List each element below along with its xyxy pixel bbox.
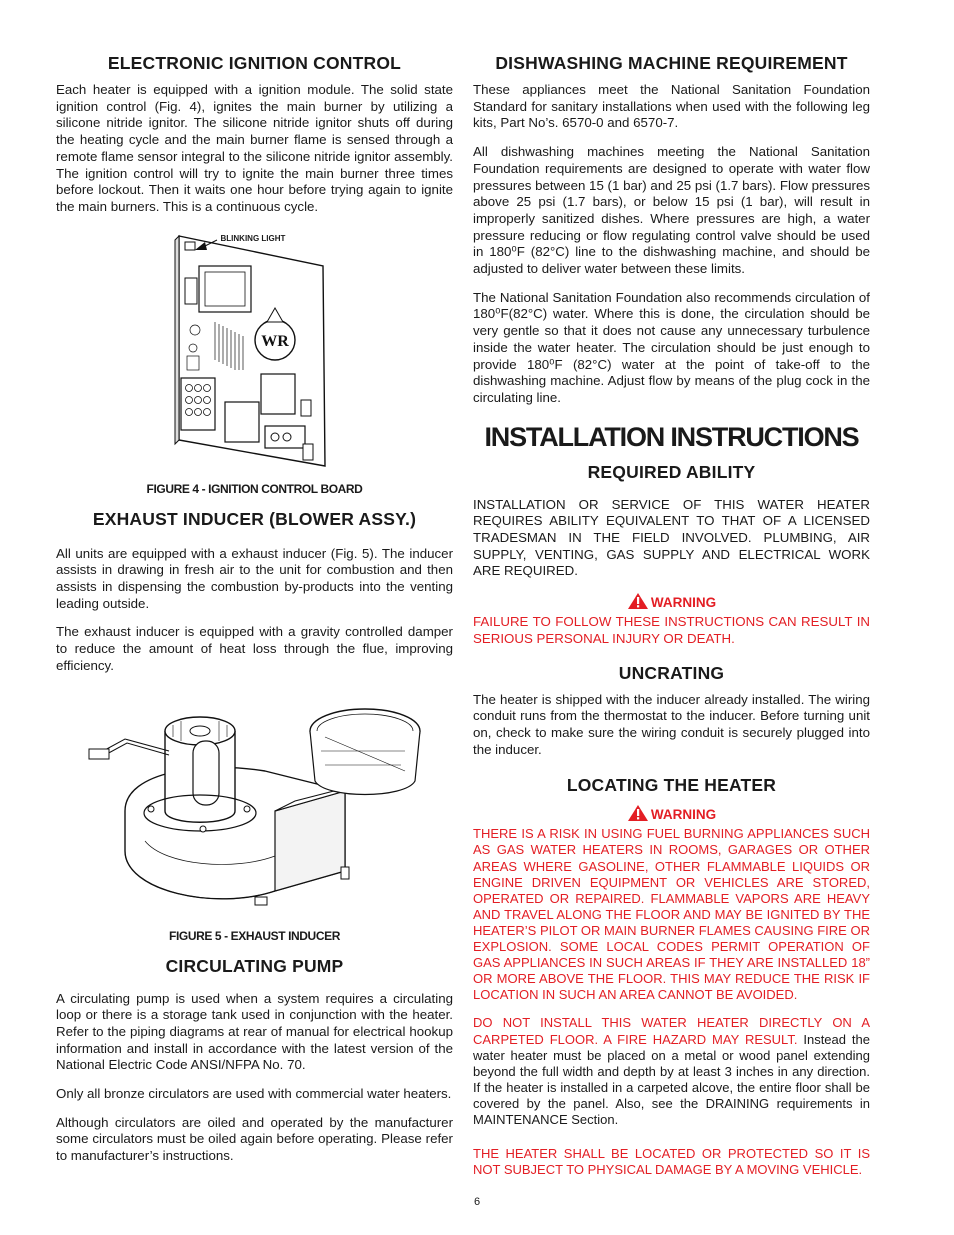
blinking-light-label: BLINKING LIGHT bbox=[220, 233, 286, 243]
ability-warning-header bbox=[473, 592, 870, 612]
ability-warning-text: FAILURE TO FOLLOW THESE INSTRUCTIONS CAN RESULT IN SERIOUS PERSONAL INJURY OR DEATH. bbox=[473, 614, 870, 646]
uncrating-heading: UNCRATING bbox=[618, 662, 725, 683]
carpet-paragraph bbox=[473, 1015, 870, 1128]
required-ability-heading: REQUIRED ABILITY bbox=[587, 461, 756, 482]
figure-5-caption: FIGURE 5 - EXHAUST INDUCER bbox=[169, 928, 340, 943]
right-column bbox=[473, 52, 870, 1190]
locating-warning-text: THERE IS A RISK IN USING FUEL BURNING APPLIANCES SUCH AS GAS WATER HEATERS IN ROOMS, GARAGES OR OTHER AREAS WHERE GASOLINE, OTHER FLAMMABLE LIQUIDS OR ENGINE DRIVEN EQUIPMENT OR VEHICLES ARE STORED, OPERATED OR REPAIRED. FLAMMABLE VAPORS ARE HEAVY AND TRAVEL ALONG THE FLOOR AND MAY BE IGNITED BY THE HEATER’S PILOT OR MAIN BURNER FLAMES CAUSING FIRE OR EXPLOSION. SOME LOCAL CODES PERMIT OPERATION OF GAS APPLIANCES IN SUCH AREAS IF THEY ARE INSTALLED 18” OR MORE ABOVE THE FLOOR. THIS MAY REDUCE THE RISK IF LOCATION IN SUCH AN AREA CANNOT BE AVOIDED. bbox=[473, 826, 870, 1003]
locating-heading: LOCATING THE HEATER bbox=[566, 775, 777, 796]
pump-paragraph-3: Although circulators are oiled and operated by the manufacturer some circulators must be oiled again before operating. Please refer to manufacturer’s instructions. bbox=[56, 1114, 453, 1164]
locating-warning-label: WARNING bbox=[650, 807, 717, 823]
warning-triangle-icon bbox=[627, 804, 649, 822]
locating-warning-header bbox=[473, 804, 870, 824]
pump-heading: CIRCULATING PUMP bbox=[165, 955, 344, 976]
inducer-heading: EXHAUST INDUCER (BLOWER ASSY.) bbox=[92, 508, 417, 529]
inducer-paragraph-1: All units are equipped with a exhaust inducer (Fig. 5). The inducer assists in drawing in fresh air to the unit for combustion and then assists in dispensing the combustion by-products into the venting leading outside. bbox=[56, 545, 453, 611]
vehicle-warning-text: THE HEATER SHALL BE LOCATED OR PROTECTED SO IT IS NOT SUBJECT TO PHYSICAL DAMAGE BY A MOVING VEHICLE. bbox=[473, 1146, 870, 1178]
carpet-instructions-text: Instead the water heater must be placed on a metal or wood panel extending beyond the full width and depth by at least 3 inches in any direction. If the heater is installed in a carpeted alcove, the entire floor shall be covered by the panel. Also, see the DRAINING requirements in MAINTENANCE Section. bbox=[473, 1031, 870, 1127]
ignition-board-drawing bbox=[155, 230, 355, 476]
dishwashing-paragraph-3: The National Sanitation Foundation also recommends circulation of 180⁰F(82°C) water. Where this is done, the circulation should be very gentle so that it does not cause any unnecessary turbulence inside the water heater. The circulation should be just enough to provide 180⁰F (82°C) water at the point of take-off to the dishwashing machine. Adjust flow by means of the plug cock in the circulating line. bbox=[473, 289, 870, 405]
left-column bbox=[56, 52, 453, 1177]
ability-warning-label: WARNING bbox=[650, 595, 717, 611]
page-number: 6 bbox=[473, 1196, 481, 1208]
carpet-warning-text: DO NOT INSTALL THIS WATER HEATER DIRECTLY ON A CARPETED FLOOR. A FIRE HAZARD MAY RESULT. bbox=[473, 1015, 870, 1047]
ignition-body: Each heater is equipped with a ignition module. The solid state ignition control (Fig. 4), ignites the main burner by utilizing a silicone nitride ignitor. The silicone nitride ignitor shuts off during the heating cycle and the main burner flame is sensed through a remote flame sensor integral to the silicone nitride ignitor assembly. The ignition control will try to ignite the main burner three times before lockout. Then it waits one hour before trying again to ignite the main burners. This is a continuous cycle. bbox=[56, 82, 453, 214]
dishwashing-heading: DISHWASHING MACHINE REQUIREMENT bbox=[495, 53, 848, 73]
exhaust-inducer-drawing bbox=[85, 691, 425, 923]
ignition-control-board-figure bbox=[155, 230, 355, 476]
warning-triangle-icon bbox=[627, 592, 649, 610]
wr-logo-text: WR bbox=[260, 332, 289, 350]
figure-4-caption: FIGURE 4 - IGNITION CONTROL BOARD bbox=[146, 481, 363, 496]
ignition-heading: ELECTRONIC IGNITION CONTROL bbox=[107, 53, 402, 73]
exhaust-inducer-figure bbox=[85, 691, 425, 923]
uncrating-body: The heater is shipped with the inducer already installed. The wiring conduit runs from the thermostat to the inducer. Before turning unit on, check to make sure the wiring conduit is securely plugged into the inducer. bbox=[473, 691, 870, 757]
dishwashing-paragraph-2: All dishwashing machines meeting the National Sanitation Foundation requirements are designed to operate with water flow pressures between 15 (1 bar) and 25 psi (1.7 bars). Flow pressures above 25 psi (1.7 bars), or below 15 psi (1 bar), will result in improperly sanitized dishes. Where pressures are high, a water pressure reducing or flow regulating control valve should be used in 180⁰F (82°C) line to the dishwashing machine, and should be adjusted to deliver water between these limits. bbox=[473, 144, 870, 277]
inducer-paragraph-2: The exhaust inducer is equipped with a gravity controlled damper to reduce the amount of heat loss through the flue, improving efficiency. bbox=[56, 624, 453, 673]
installation-instructions-title: INSTALLATION INSTRUCTIONS bbox=[484, 421, 859, 452]
pump-paragraph-1: A circulating pump is used when a system requires a circulating loop or there is a storage tank used in conjunction with the heater. Refer to the piping diagrams at rear of manual for electrical hookup information and install in accordance with the latest version of the National Electric Code ANSI/NFPA No. 70. bbox=[56, 990, 453, 1073]
dishwashing-paragraph-1: These appliances meet the National Sanitation Foundation Standard for sanitary installations when used with the following leg kits, Part No’s. 6570-0 and 6570-7. bbox=[473, 82, 870, 131]
required-ability-body: INSTALLATION OR SERVICE OF THIS WATER HEATER REQUIRES ABILITY EQUIVALENT TO THAT OF A LICENSED TRADESMAN IN THE FIELD INVOLVED. PLUMBING, AIR SUPPLY, VENTING, GAS SUPPLY AND ELECTRICAL WORK ARE REQUIRED. bbox=[473, 496, 870, 579]
pump-paragraph-2: Only all bronze circulators are used with commercial water heaters. bbox=[56, 1086, 452, 1102]
